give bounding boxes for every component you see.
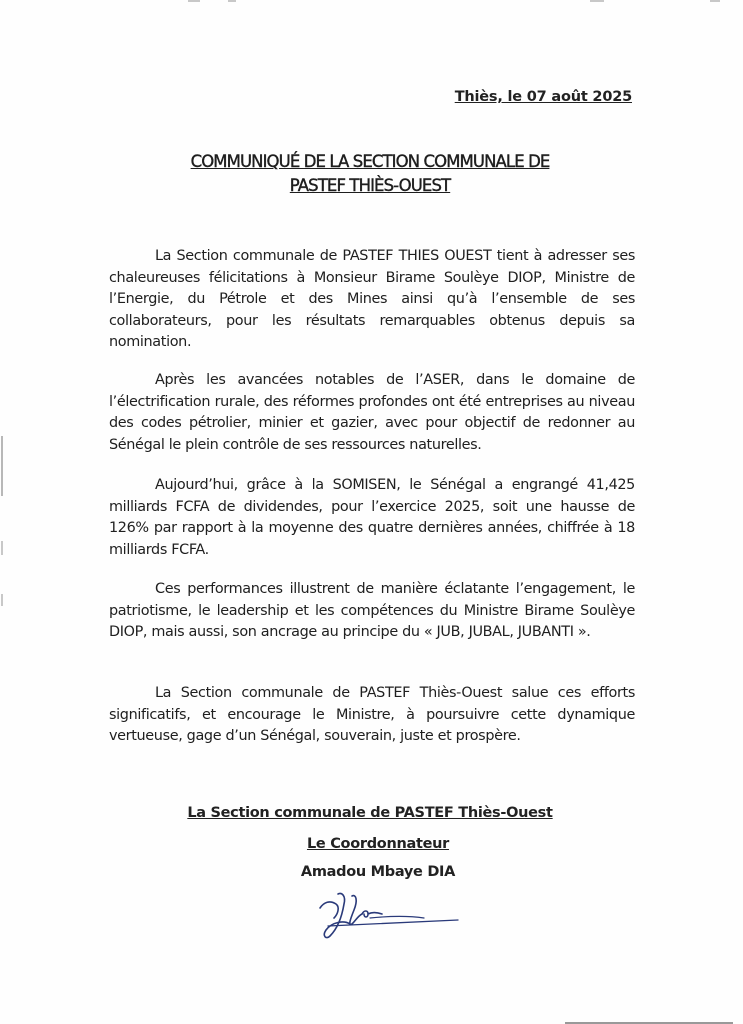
signature-role: Le Coordonnateur — [306, 836, 450, 852]
paragraph-3 — [109, 475, 635, 561]
title-line-1: COMMUNIQUÉ DE LA SECTION COMMUNALE DE — [190, 152, 550, 171]
paragraph-5 — [109, 683, 635, 748]
scan-artifact — [1, 594, 3, 606]
document-date: Thiès, le 07 août 2025 — [454, 89, 632, 105]
signature-organization: La Section communale de PASTEF Thiès-Ouest — [187, 805, 553, 821]
scan-artifact — [1, 436, 3, 496]
scan-artifact — [1, 541, 3, 555]
paragraph-4 — [109, 579, 635, 644]
handwritten-signature — [300, 880, 470, 950]
paragraph-1 — [109, 246, 635, 354]
scan-artifact — [590, 0, 604, 2]
title-line-2: PASTEF THIÈS-OUEST — [289, 176, 451, 195]
paragraph-text: La Section communale de PASTEF Thiès-Ouest salue ces efforts significatifs, et encourage le Ministre, à poursuivre cette dynamique vertueuse, gage d’un Sénégal, souverain, juste et prospère. — [109, 685, 635, 744]
paragraph-text: La Section communale de PASTEF THIES OUEST tient à adresser ses chaleureuses félicitations à Monsieur Birame Soulèye DIOP, Ministre de l’Energie, du Pétrole et des Mines ainsi qu’à l’ensemble de ses collaborateurs, pour les résultats remarquables obtenus depuis sa nomination. — [109, 248, 635, 350]
scan-artifact — [188, 0, 200, 2]
scan-artifact — [228, 0, 236, 2]
signatory-name: Amadou Mbaye DIA — [300, 864, 456, 880]
paragraph-text: Après les avancées notables de l’ASER, dans le domaine de l’électrification rurale, des réformes profondes ont été entreprises au niveau des codes pétrolier, minier et gazier, avec pour objectif de redonner au Sénégal le plein contrôle de ses ressources naturelles. — [109, 372, 635, 453]
scan-artifact — [710, 0, 720, 2]
paragraph-text: Ces performances illustrent de manière éclatante l’engagement, le patriotisme, le leadership et les compétences du Ministre Birame Soulèye DIOP, mais aussi, son ancrage au principe du « JUB, JUBAL, JUBANTI ». — [109, 581, 635, 640]
paragraph-2 — [109, 370, 635, 456]
paragraph-text: Aujourd’hui, grâce à la SOMISEN, le Sénégal a engrangé 41,425 milliards FCFA de dividendes, pour l’exercice 2025, soit une hausse de 126% par rapport à la moyenne des quatre dernières années, chiffrée à 18 milliards FCFA. — [109, 477, 635, 558]
document-title — [100, 150, 640, 198]
